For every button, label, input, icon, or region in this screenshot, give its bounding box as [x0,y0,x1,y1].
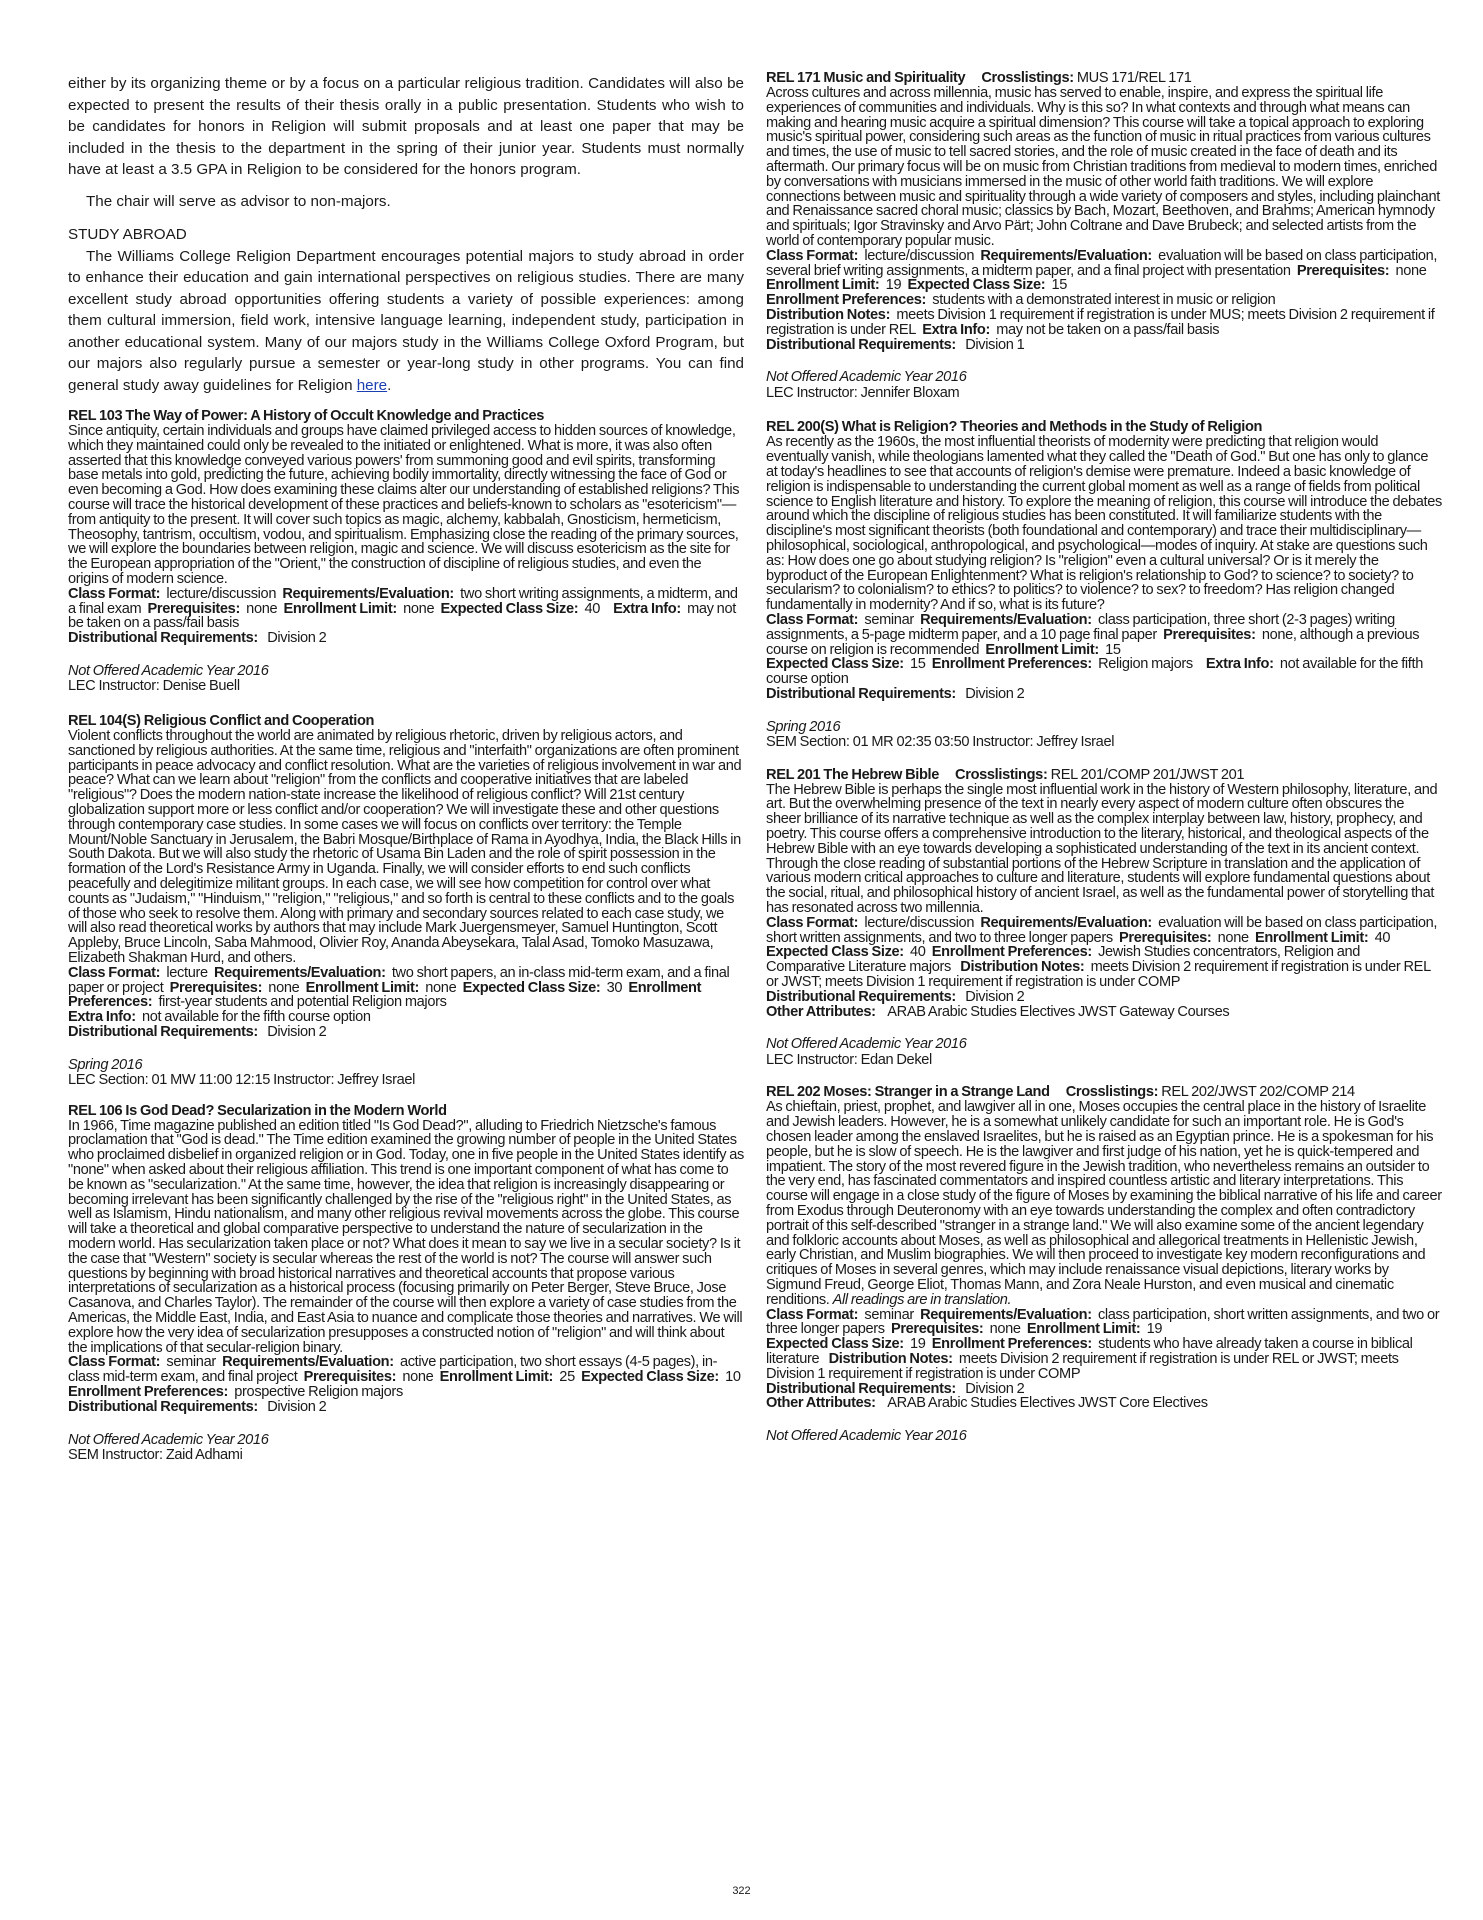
course-title-text: REL 171 Music and Spirituality [766,70,966,86]
prerequisites-label: Prerequisites: [303,1369,397,1386]
enrollment-preferences-label: Enrollment Preferences: [68,979,702,1011]
distribution-notes-value: meets Division 1 requirement if registration is under MUS; meets Division 2 requirement if registration is under REL [766,306,1435,338]
course-rel-103 [68,408,744,695]
course-rel-104 [68,713,744,1089]
class-format-value: lecture/discussion [864,914,975,931]
course-section: LEC Instructor: Denise Buell [68,678,240,695]
course-title [766,1084,1442,1100]
enrollment-preferences-value: Religion majors [1098,656,1193,673]
course-term: Not Offered Academic Year 2016 [766,1036,967,1053]
extra-info-value: may not be taken on a pass/fail basis [996,321,1220,338]
course-description: Across cultures and across millennia, music has served to enable, inspire, and express the spiritual life experiences of communities and individuals. Why is this so? In what contexts and through what means can making and hearing music acquire a spiritual dimension? This course will take a topical approach to exploring music's spiritual power, considering such areas as the function of music in ritual practices from various cultures and times, the use of music to tell sacred stories, and the role of music created in the face of death and its aftermath. Our primary focus will be on music from Christian traditions from medieval to modern times, enriched by conversations with musicians immersed in the music of other world faith traditions. We will explore connections between music and spirituality through a wide variety of composers and styles, including plainchant and Renaissance sacred choral music; classics by Bach, Mozart, Beethoven, and Brahms; American hymnody and spirituals; Igor Stravinsky and Arvo Pärt; John Coltrane and Dave Brubeck; and selected artists from the world of contemporary popular music. [766,85,1440,249]
class-format-value: lecture [166,964,208,981]
enrollment-preferences-label: Enrollment Preferences: [931,656,1092,673]
distributional-label: Distributional Requirements: [766,336,956,353]
enrollment-limit-value: 40 [1374,929,1391,946]
distributional-value: Division 2 [965,685,1025,702]
other-attributes-value: ARAB Arabic Studies Electives JWST Gateway Courses [887,1003,1230,1020]
crosslistings-value: REL 201/COMP 201/JWST 201 [1050,766,1245,783]
course-term: Not Offered Academic Year 2016 [766,1428,967,1445]
requirements-value: evaluation will be based on class participation, several brief writing assignments, a midterm paper, and a final project with presentation [766,247,1438,279]
prerequisites-value: none [1217,929,1249,946]
enrollment-preferences-value: Jewish Studies concentrators, Religion and Comparative Literature majors [766,944,1361,976]
enrollment-preferences-label: Enrollment Preferences: [766,292,927,309]
course-title: REL 104(S) Religious Conflict and Cooperation [68,712,375,729]
distributional-requirements [766,1382,1442,1397]
prerequisites-value: none [268,979,300,996]
course-term: Spring 2016 [766,718,841,735]
enrollment-preferences-value: students who have already taken a course in biblical literature [766,1336,1413,1367]
expected-class-size-value: 40 [910,944,926,961]
course-section: SEM Section: 01 MR 02:35 03:50 Instructor: Jeffrey Israel [766,734,1115,751]
enrollment-limit-value: 19 [1146,1321,1163,1338]
course-rel-201 [766,767,1442,1069]
crosslistings-label: Crosslistings: [955,766,1048,783]
distributional-label: Distributional Requirements: [766,685,956,702]
course-rel-171 [766,70,1442,401]
crosslistings-label: Crosslistings: [1065,1084,1159,1101]
extra-info-label: Extra Info: [922,321,990,338]
extra-info-value: may not be taken on a pass/fail basis [68,600,736,632]
distributional-value: Division 2 [267,1023,327,1040]
course-details [68,587,744,631]
distributional-label: Distributional Requirements: [68,1023,258,1040]
requirements-label: Requirements/Evaluation: [282,585,454,602]
course-details [766,1308,1442,1382]
enrollment-limit-value: 15 [1105,641,1121,658]
prerequisites-value: none [246,600,278,617]
enrollment-preferences-label: Enrollment Preferences: [931,944,1092,961]
distributional-label: Distributional Requirements: [68,630,258,647]
enrollment-limit-label: Enrollment Limit: [439,1369,554,1386]
course-description-note: All readings are in translation. [832,1291,1012,1308]
class-format-value: lecture/discussion [166,585,277,602]
requirements-value: active participation, two short essays (4-5 pages), in-class mid-term exam, and final project [68,1354,718,1386]
enrollment-preferences-label: Enrollment Preferences: [931,1336,1092,1353]
course-term: Not Offered Academic Year 2016 [68,662,269,679]
study-abroad-text: The Williams College Religion Department encourages potential majors to study abroad in order to enhance their education and gain international perspectives on religious studies. There are many excellent study abroad opportunities offering students a variety of possible experiences: among them cultural immersion, field work, intensive language learning, independent study, participation in another educational system. Many of our majors study in the Williams College Oxford Program, but our majors also regularly pursue a semester or year-long study in other programs. You can find general study away guidelines for Religion [68,247,744,394]
course-title: REL 200(S) What is Religion? Theories and Methods in the Study of Religion [766,419,1263,436]
prerequisites-label: Prerequisites: [169,979,263,996]
intro-paragraph-honors: either by its organizing theme or by a focus on a particular religious tradition. Candidates will also be expected to present the results of their thesis orally in a public presentation. Students who wish to be candidates for honors in Religion will submit proposals and at least one paper that may be included in the thesis to the department in the spring of their junior year. Students must normally have at least a 3.5 GPA in Religion to be considered for the honors program. [68,75,744,178]
course-title: REL 103 The Way of Power: A History of Occult Knowledge and Practices [68,408,545,424]
course-term: Spring 2016 [68,1056,143,1073]
course-description [766,1100,1442,1307]
enrollment-preferences-value: first-year students and potential Religion majors [158,994,447,1011]
distribution-notes-label: Distribution Notes: [766,306,891,323]
right-column [766,70,1442,1445]
enrollment-limit-value: 25 [559,1369,575,1386]
course-title [766,70,1442,86]
prerequisites-value: none [989,1321,1021,1338]
class-format-value: lecture/discussion [864,247,975,264]
extra-info-value: not available for the fifth course option [766,656,1423,688]
class-format-label: Class Format: [766,914,859,931]
enrollment-limit-label: Enrollment Limit: [1026,1321,1141,1338]
course-section: LEC Instructor: Jennifer Bloxam [766,384,960,401]
distributional-value: Division 2 [965,1380,1025,1397]
course-rel-106 [68,1103,744,1464]
class-format-value: seminar [864,1306,914,1323]
prerequisites-value: none, although a previous course on religion is recommended [766,626,1420,658]
requirements-label: Requirements/Evaluation: [213,964,386,981]
requirements-label: Requirements/Evaluation: [980,247,1152,264]
distributional-label: Distributional Requirements: [766,988,956,1005]
course-title-text: REL 202 Moses: Stranger in a Strange Land [766,1084,1050,1101]
other-attributes [766,1005,1442,1020]
class-format-label: Class Format: [766,1306,859,1323]
crosslistings-value: MUS 171/REL 171 [1076,70,1192,86]
crosslistings-value: REL 202/JWST 202/COMP 214 [1161,1084,1355,1101]
enrollment-limit-value: none [403,600,435,617]
expected-class-size-label: Expected Class Size: [462,979,601,996]
distributional-value: Division 1 [965,336,1025,353]
prerequisites-label: Prerequisites: [1296,262,1390,279]
requirements-label: Requirements/Evaluation: [222,1354,394,1371]
prerequisites-value: none [402,1369,434,1386]
other-attributes-label: Other Attributes: [766,1395,876,1412]
requirements-value: class participation, short written assignments, and two or three longer papers [766,1306,1440,1338]
distributional-value: Division 2 [267,630,327,647]
class-format-label: Class Format: [68,964,161,981]
distributional-requirements [766,338,1442,353]
enrollment-limit-label: Enrollment Limit: [1254,929,1369,946]
enrollment-limit-label: Enrollment Limit: [766,277,880,294]
intro-section [68,73,744,396]
expected-class-size-label: Expected Class Size: [907,277,1046,294]
prerequisites-label: Prerequisites: [147,600,240,617]
course-description: The Hebrew Bible is perhaps the single most influential work in the history of Western philosophy, literature, and art. But the overwhelming presence of the text in nearly every aspect of modern culture often obscures the sheer brilliance of its narrative technique as well as the complex interplay between law, history, prophecy, and poetry. This course offers a comprehensive introduction to the literary, historical, and theological aspects of the Hebrew Bible with an eye towards developing a sophisticated understanding of the text in its ancient context. Through the close reading of substantial portions of the Hebrew Scripture in translation and the application of various modern critical approaches to culture and literature, students will explore fundamental questions about the social, ritual, and philosophical history of ancient Israel, as well as the fundamental power of storytelling that has resonated across two millennia. [766,781,1438,917]
enrollment-limit-label: Enrollment Limit: [305,979,420,996]
distributional-value: Division 2 [267,1398,327,1415]
expected-class-size-label: Expected Class Size: [766,944,904,961]
course-section: LEC Section: 01 MW 11:00 12:15 Instructor: Jeffrey Israel [68,1072,416,1089]
study-abroad-paragraph [68,246,744,397]
distribution-notes-label: Distribution Notes: [960,959,1085,976]
enrollment-limit-label: Enrollment Limit: [283,600,397,617]
enrollment-limit-value: 19 [885,277,902,294]
course-section: SEM Instructor: Zaid Adhami [68,1447,243,1464]
distributional-requirements [68,1025,744,1040]
expected-class-size-value: 30 [606,979,623,996]
expected-class-size-value: 10 [725,1369,741,1386]
enrollment-preferences-value: prospective Religion majors [234,1384,403,1401]
class-format-label: Class Format: [766,247,859,264]
class-format-value: seminar [166,1354,216,1371]
study-away-guidelines-link[interactable]: here [356,376,388,394]
expected-class-size-label: Expected Class Size: [581,1369,719,1386]
course-details [766,613,1442,687]
course-rel-202 [766,1084,1442,1444]
expected-class-size-value: 40 [584,600,601,617]
course-description-text: As chieftain, priest, prophet, and lawgiver all in one, Moses occupies the central place in the history of Israelite and Jewish leaders. However, he is a somewhat unlikely candidate for such an important role. He is God's chosen leader among the enslaved Israelites, but he is raised as an Egyptian prince. He is a spokesman for his people, but he is slow of speech. He is the lawgiver and first judge of his nation, yet he is quick-tempered and impatient. The story of the most revered figure in the Jewish tradition, who nevertheless remains an outsider to the very end, has fascinated commentators and inspired countless artistic and literary interpretations. This course will engage in a close study of the figure of Moses by examining the biblical narrative of his life and career from Exodus through Deuteronomy with an eye towards understanding the complex and often contradictory portrait of this self-described "stranger in a strange land." We will also examine some of the ancient legendary and folkloric accounts about Moses, as well as philosophical and allegorical treatments in Hellenistic Jewish, early Christian, and Muslim biographies. We will then proceed to investigate key modern reconfigurations and critiques of Moses in several genres, which may include renaissance visual depictions, literary works by Sigmund Freud, George Eliot, Thomas Mann, and Zora Neale Hurston, and even musical and cinematic renditions. [766,1099,1442,1308]
extra-info-label: Extra Info: [68,1009,136,1026]
crosslistings-label: Crosslistings: [981,70,1074,86]
enrollment-preferences-value: students with a demonstrated interest in music or religion [932,292,1276,309]
requirements-value: evaluation will be based on class participation, short written assignments, and two to three longer papers [766,914,1438,946]
prerequisites-label: Prerequisites: [1163,626,1256,643]
enrollment-limit-value: none [425,979,457,996]
class-format-label: Class Format: [766,611,859,628]
enrollment-preferences-label: Enrollment Preferences: [68,1384,229,1401]
distribution-notes-value: meets Division 2 requirement if registration is under REL or JWST; meets Division 1 requirement if registration is under COMP [766,959,1431,991]
expected-class-size-value: 15 [910,656,926,673]
course-title: REL 106 Is God Dead? Secularization in the Modern World [68,1102,447,1119]
intro-paragraph-advisor: The chair will serve as advisor to non-majors. [86,192,391,210]
requirements-value: two short writing assignments, a midterm, and a final exam [68,585,738,617]
study-abroad-period: . [387,376,392,394]
distributional-label: Distributional Requirements: [68,1398,258,1415]
distribution-notes-label: Distribution Notes: [828,1350,953,1367]
prerequisites-value: none [1395,262,1427,279]
expected-class-size-value: 19 [910,1336,926,1353]
course-description: Since antiquity, certain individuals and groups have claimed privileged access to hidden sources of knowledge, which they maintained could only be revealed to the initiated or enlightened. What is more, it was also often asserted that this knowledge conveyed various powers' from summoning good and evil spirits, transforming base metals into gold, predicting the future, achieving bodily immortality, directly witnessing the face of God or even becoming a God. How does examining these claims alter our understanding of established religions? This course will trace the historical development of these practices and beliefs-known to scholars as "esotericism"—from antiquity to the present. It will cover such topics as magic, alchemy, kabbalah, Gnosticism, hermeticism, Theosophy, tantrism, occultism, vodou, and spiritualism. Emphasizing close the reading of the primary sources, we will explore the boundaries between religion, magic and science. We will discuss esotericism as the site for the European appropriation of the "Orient," the construction of discipline of religious studies, and even the origins of modern science. [68,423,740,587]
course-details [68,966,744,1025]
extra-info-label: Extra Info: [1205,656,1274,673]
distributional-label: Distributional Requirements: [766,1380,956,1397]
class-format-label: Class Format: [68,1354,161,1371]
class-format-value: seminar [864,611,914,628]
distributional-requirements [68,1400,744,1415]
distributional-value: Division 2 [965,988,1025,1005]
course-details [766,916,1442,990]
expected-class-size-label: Expected Class Size: [766,656,904,673]
course-term: Not Offered Academic Year 2016 [68,1431,269,1448]
other-attributes-label: Other Attributes: [766,1003,876,1020]
requirements-label: Requirements/Evaluation: [920,611,1092,628]
requirements-value: class participation, three short (2-3 pages) writing assignments, a 5-page midterm paper, and a 10 page final paper [766,611,1395,643]
class-format-label: Class Format: [68,585,161,602]
course-description: In 1966, Time magazine published an edition titled "Is God Dead?", alluding to Friedrich Nietzsche's famous proclamation that "God is dead." The Time edition examined the growing number of people in the United States who proclaimed disbelief in organized religion or in God. Today, one in five people in the United States identify as "none" when asked about their religious affiliation. This trend is one important component of what has come to be known as "secularization." At the same time, however, the idea that religion is increasingly disappearing or becoming irrelevant has been significantly challenged by the rise of the "religious right" in the United States, as well as Islamism, Hindu nationalism, and many other religious revival movements across the globe. This course will take a theoretical and global comparative perspective to understand the nature of secularization in the modern world. Has secularization taken place or not? What does it mean to say we live in a secular society? Is it the case that "Western" society is secular whereas the rest of the world is not? The course will answer such questions by beginning with broad historical narratives and theoretical accounts that propose various interpretations of secularization as a historical process (focusing primarily on Peter Berger, Steve Bruce, Jose Casanova, and Charles Taylor). The remainder of the course will then explore a variety of case studies from the Americas, the Middle East, India, and East Asia to nuance and complicate those theories and narratives. We will explore how the very idea of secularization presupposes a constructed notion of "religion" and will think about the implications of that secular-religion binary. [68,1117,744,1356]
prerequisites-label: Prerequisites: [1119,929,1212,946]
course-details [766,249,1442,338]
extra-info-label: Extra Info: [613,600,681,617]
other-attributes-value: ARAB Arabic Studies Electives JWST Core Electives [887,1395,1208,1412]
course-rel-200 [766,419,1442,750]
enrollment-limit-label: Enrollment Limit: [985,641,1099,658]
distributional-requirements [766,687,1442,702]
distributional-requirements [68,631,744,646]
course-description: As recently as the 1960s, the most influential theorists of modernity were predicting that religion would eventually vanish, while theologians lamented what they called the "Death of God." But one has only to glance at today's headlines to see that accounts of religion's demise were premature. Indeed a basic knowledge of religion is indispensable to understanding the current global moment as well as a range of fields from political science to English literature and history. To explore the meaning of religion, this course will introduce the debates around which the discipline of religious studies has been constituted. It will familiarize students with the discipline's most significant theorists (both foundational and contemporary) and trace their multidisciplinary—philosophical, sociological, anthropological, and psychological—modes of inquiry. At stake are questions such as: How does one go about studying religion? Is "religion" even a cultural universal? Or is it merely the byproduct of the European Enlightenment? What is religion's relationship to God? to science? to society? to secularism? to colonialism? to ethics? to politics? to violence? to sex? to freedom? Has religion changed fundamentally in modernity? And if so, what is its future? [766,434,1442,614]
requirements-label: Requirements/Evaluation: [920,1306,1092,1323]
requirements-label: Requirements/Evaluation: [980,914,1152,931]
requirements-value: two short papers, an in-class mid-term exam, and a final paper or project [68,964,730,996]
left-column [68,73,744,1464]
course-description: Violent conflicts throughout the world are animated by religious rhetoric, driven by religious actors, and sanctioned by religious authorities. At the same time, religious and "interfaith" organizations are often prominent participants in peace advocacy and conflict resolution. What are the varieties of religious involvement in war and peace? What can we learn about "religion" from the conflicts and cooperative initiatives that are labeled "religious"? Does the modern nation-state increase the likelihood of religious conflict? Will 21st century globalization support more or less conflict and/or cooperation? We will investigate these and other questions through contemporary case studies. In some cases we will focus on conflicts over territory: the Temple Mount/Noble Sanctuary in Jerusalem, the Babri Mosque/Birthplace of Rama in Ayodhya, India, the Black Hills in South Dakota. But we will also study the rhetoric of Usama Bin Laden and the role of spirit possession in the formation of the Lord's Resistance Army in Uganda. Finally, we will consider efforts to end such conflicts peacefully and delegitimize militant groups. In each case, we will see how competition for control over what counts as "Judaism," "Hinduism," "religion," "religious," and so forth is central to these conflicts and to the goals of those who seek to resolve them. Along with primary and secondary sources related to each case study, we will also read theoretical works by authors that may include Mark Juergensmeyer, Samuel Huntington, Scott Appleby, Bruce Lincoln, Saba Mahmood, Olivier Roy, Ananda Abeysekara, Talal Asad, Tomoko Masuzawa, Elizabeth Shakman Hurd, and others. [68,727,742,966]
expected-class-size-label: Expected Class Size: [440,600,579,617]
course-term: Not Offered Academic Year 2016 [766,369,967,386]
extra-info-value: not available for the fifth course option [141,1009,371,1026]
distributional-requirements [766,990,1442,1005]
course-details [68,1355,744,1399]
course-title-text: REL 201 The Hebrew Bible [766,766,940,783]
prerequisites-label: Prerequisites: [890,1321,984,1338]
course-title [766,767,1442,783]
expected-class-size-value: 15 [1051,277,1068,294]
expected-class-size-label: Expected Class Size: [766,1336,904,1353]
other-attributes [766,1396,1442,1411]
distribution-notes-value: meets Division 2 requirement if registration is under REL or JWST; meets Division 1 requirement if registration is under COMP [766,1350,1399,1382]
study-abroad-heading: STUDY ABROAD [68,226,187,243]
course-section: LEC Instructor: Edan Dekel [766,1051,932,1068]
page-number: 322 [732,1885,751,1897]
